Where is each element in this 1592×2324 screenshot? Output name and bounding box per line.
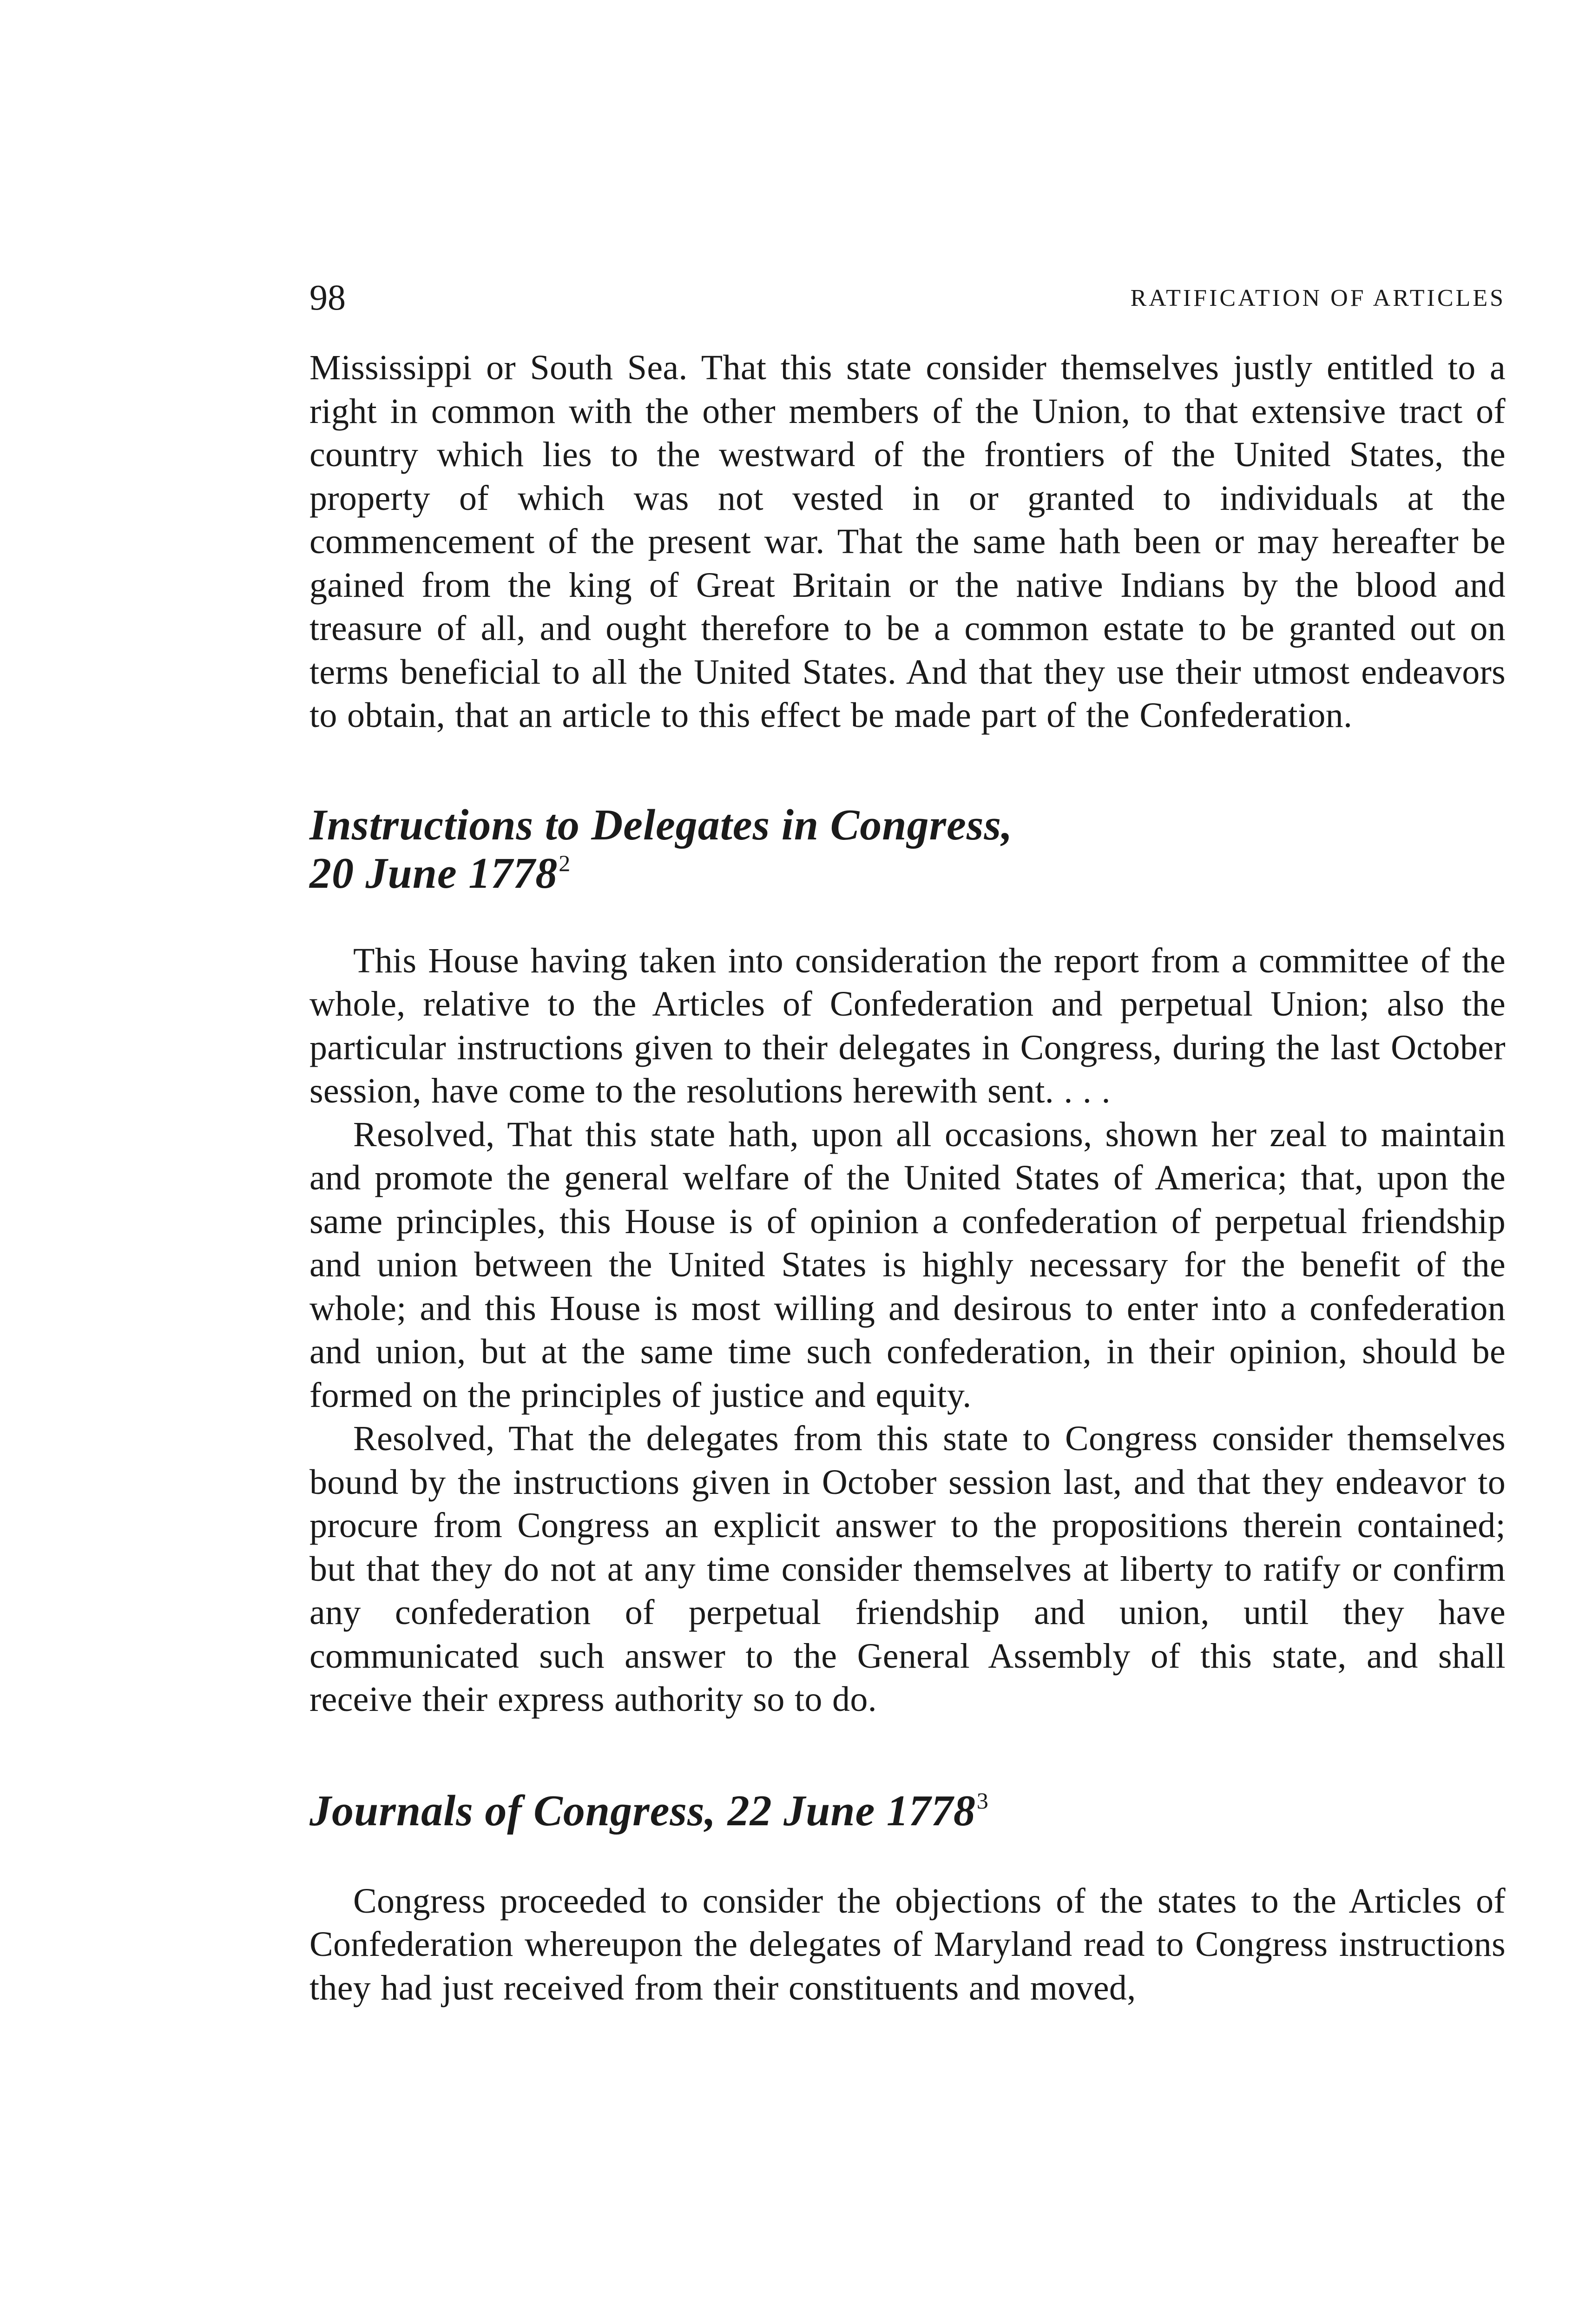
- page-number: 98: [309, 277, 346, 317]
- paragraph-house: This House having taken into consideration the report from a committee of the whole, relative to the Articles of Confederation and perpetual Union; also the particular instructions given to their delegates in Congress, during the last October session, have come to the resolutions herewith sent. . . .: [309, 941, 1506, 1110]
- heading-instructions-line1: Instructions to Delegates in Congress,: [309, 800, 1013, 849]
- paragraph-resolved-2: Resolved, That the delegates from this state to Congress consider themselves bound by the instructions given in October session last, and that they endeavor to procure from Congress an explicit answer to the propositions therein contained; but that they do not at any time consider themselves at liberty to ratify or confirm any confederation of perpetual friendship and union, until they have communicated such answer to the General Assembly of this state, and shall receive their express authority so to do.: [309, 1419, 1506, 1719]
- page-body: [309, 346, 1506, 2010]
- paragraph-congress: Congress proceeded to consider the objections of the states to the Articles of Confederation whereupon the delegates of Maryland read to Congress instructions they had just received from their constituents and moved,: [309, 1881, 1506, 2007]
- footnote-ref-2[interactable]: 2: [559, 850, 571, 876]
- paragraph-continued: Mississippi or South Sea. That this state consider themselves justly entitled to a right in common with the other members of the Union, to that extensive tract of country which lies to the westward of the frontiers of the United States, the property of which was not vested in or granted to individuals at the commencement of the present war. That the same hath been or may hereafter be gained from the king of Great Britain or the native Indians by the blood and treasure of all, and ought therefore to be a common estate to be granted out on terms beneficial to all the United States. And that they use their utmost endeavors to obtain, that an article to this effect be made part of the Confederation.: [309, 348, 1506, 735]
- footnote-ref-3[interactable]: 3: [976, 1787, 989, 1814]
- paragraph-resolved-1: Resolved, That this state hath, upon all occasions, shown her zeal to maintain and promote the general welfare of the United States of America; that, upon the same principles, this House is of opinion a confederation of perpetual friendship and union between the United States is highly necessary for the benefit of the whole; and this House is most willing and desirous to enter into a confederation and union, but at the same time such confederation, in their opinion, should be formed on the principles of justice and equity.: [309, 1115, 1506, 1415]
- running-title: RATIFICATION OF ARTICLES: [1130, 285, 1506, 311]
- running-head: [309, 274, 1506, 325]
- heading-journals: [309, 1787, 1506, 1835]
- heading-instructions-date: 20 June 1778: [309, 849, 558, 898]
- book-page: [309, 0, 1506, 2324]
- heading-instructions: [309, 801, 1506, 898]
- heading-instructions-line2: [309, 849, 1506, 898]
- heading-journals-text: Journals of Congress, 22 June 1778: [309, 1786, 976, 1835]
